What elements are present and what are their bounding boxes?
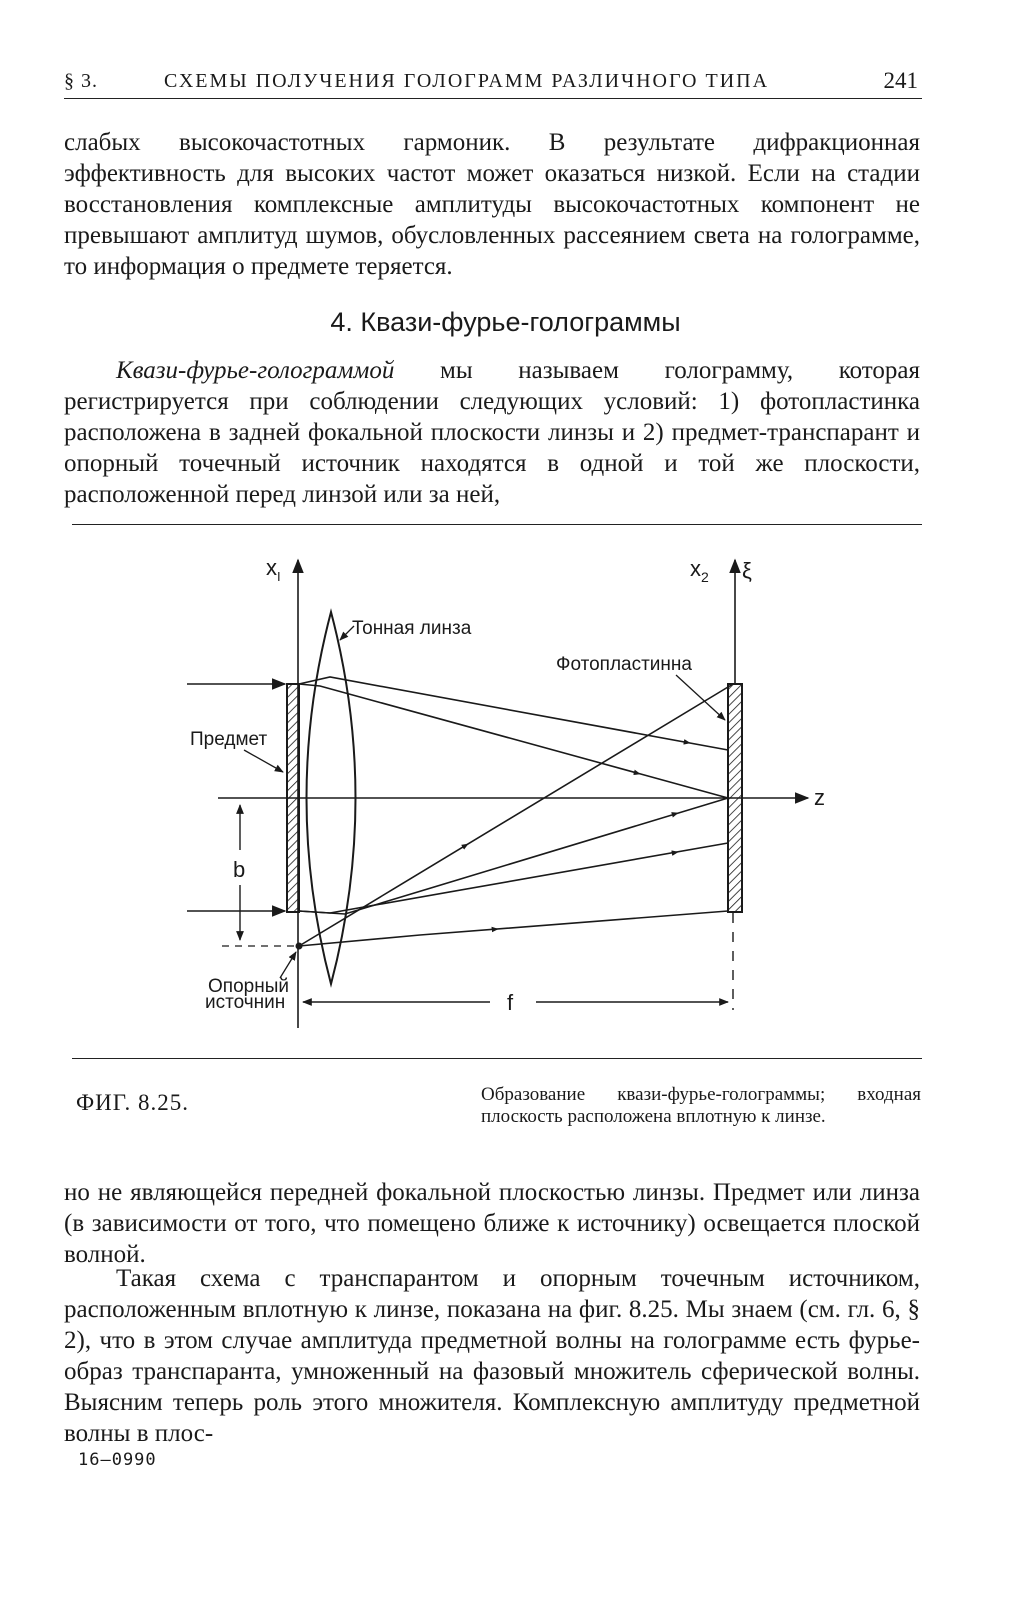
xi-axis-label: ξ bbox=[742, 558, 752, 583]
z-axis-label: z bbox=[814, 785, 825, 810]
lens-label: Тонная линза bbox=[352, 618, 472, 639]
section-heading: 4. Квази-фурье-голограммы bbox=[330, 307, 681, 337]
object-ray-top-2-arrow bbox=[320, 686, 640, 774]
reference-ray-down bbox=[299, 911, 728, 946]
figure-caption: Образование квази-фурье-голограммы; входная плоскость расположена вплотную к линзе. bbox=[481, 1084, 921, 1127]
object-ray-top-2 bbox=[299, 684, 728, 798]
running-header bbox=[64, 62, 922, 99]
plate-label: Фотопластинна bbox=[556, 654, 692, 675]
b-label: b bbox=[233, 857, 246, 882]
optical-diagram bbox=[0, 540, 1011, 1050]
paragraph-4: Такая схема с транспарантом и опорным точечным источником, расположенным вплотную к линзе, показана на фиг. 8.25. Мы знаем (см. гл. 6, § 2), что в этом случае амплитуда предметной волны на голограмме есть фурье-образ транспаранта, умноженный на фазовый множитель сферической волны. Выясним теперь роль этого множителя. Комплексную амплитуду предметной волны в плос- bbox=[64, 1265, 920, 1447]
reference-point-source bbox=[296, 943, 303, 950]
photo-plate bbox=[728, 684, 742, 912]
header-section: § 3. bbox=[64, 70, 98, 92]
signature-code: 16—0990 bbox=[78, 1450, 157, 1470]
f-label: f bbox=[507, 990, 514, 1015]
object-ray-bottom-1-arrow bbox=[345, 813, 678, 914]
reference-ray-down-arrow bbox=[420, 929, 498, 935]
paragraph-2-text: мы называем голограмму, которая регистрируется при соблюдении следующих условий: 1) фотопластинка расположена в задней фокальной плоскости линзы и 2) предмет-транспарант и опорный точечный источник находятся в одной и той же плоскости, расположенной перед линзой или за ней, bbox=[64, 357, 920, 508]
object-ray-bottom-1 bbox=[299, 798, 728, 914]
source-label-line2: источнин bbox=[205, 992, 286, 1013]
object-ray-bottom-2 bbox=[299, 843, 728, 913]
paragraph-2 bbox=[64, 355, 920, 510]
x2-axis-label: $x_2$ bbox=[690, 556, 709, 585]
paragraph-1: слабых высокочастотных гармоник. В результате дифракционная эффективность для высоких частот может оказаться низкой. Если на стадии восстановления комплексные амплитуды высокочастотных компонент не превышают амплитуд шумов, обусловленных рассеянием света на голограмме, то информация о предмете теряется. bbox=[64, 129, 920, 280]
figure-top-rule bbox=[72, 524, 922, 525]
figure-diagram bbox=[0, 540, 1011, 1050]
source-label-line1: Опорный bbox=[208, 976, 289, 997]
figure-bottom-rule bbox=[72, 1058, 922, 1059]
page-number: 241 bbox=[883, 68, 918, 93]
source-label-pointer bbox=[280, 952, 296, 978]
object-ray-top-1-arrow bbox=[330, 677, 690, 743]
paragraph-3: но не являющейся передней фокальной плоскостью линзы. Предмет или линза (в зависимости от того, что помещено ближе к источнику) освещается плоской волной. bbox=[64, 1179, 920, 1268]
term-emphasis: Квази-фурье-голограммой bbox=[116, 357, 395, 384]
object-transparency bbox=[287, 684, 299, 912]
header-title: СХЕМЫ ПОЛУЧЕНИЯ ГОЛОГРАММ РАЗЛИЧНОГО ТИПА bbox=[164, 70, 770, 92]
x1-axis-label: $x_I$ bbox=[266, 555, 281, 584]
object-label-pointer bbox=[244, 750, 283, 772]
object-label: Предмет bbox=[190, 729, 268, 750]
figure-number: ФИГ. 8.25. bbox=[76, 1090, 189, 1115]
object-ray-bottom-2-arrow bbox=[330, 852, 678, 913]
reference-ray-up-arrow bbox=[299, 844, 468, 946]
